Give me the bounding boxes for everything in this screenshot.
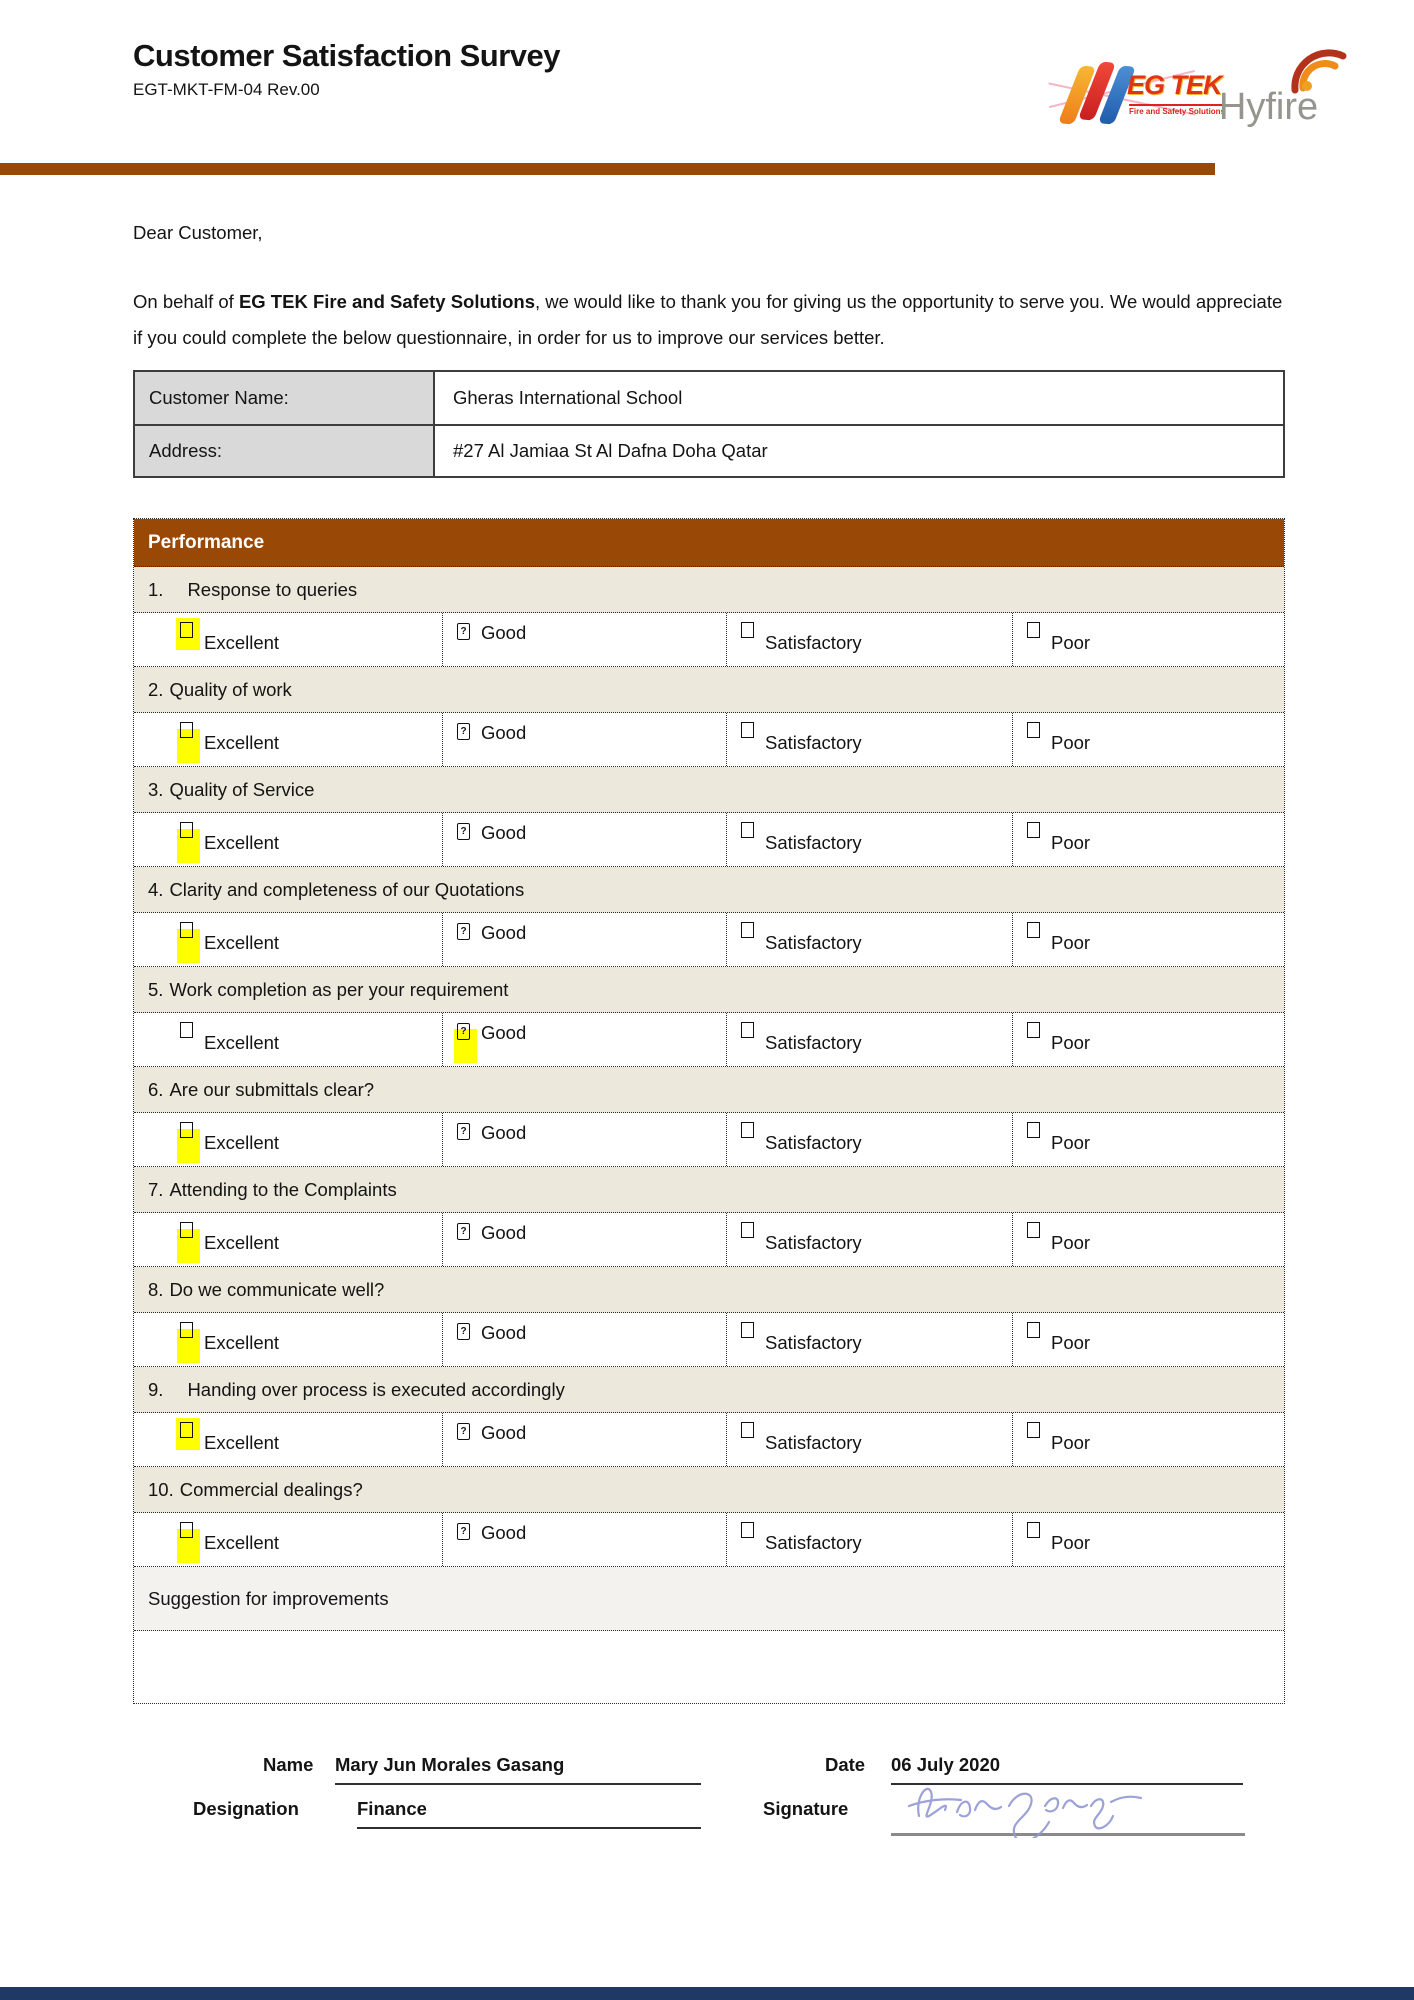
option-label: Satisfactory — [765, 1232, 862, 1254]
checkbox-glyph-good[interactable] — [457, 1020, 472, 1038]
option-label: Poor — [1051, 1232, 1091, 1254]
option-label: Good — [481, 822, 527, 844]
question-row — [134, 1367, 1284, 1413]
checkbox-satisfactory[interactable] — [741, 1420, 756, 1438]
address-field[interactable]: #27 Al Jamiaa St Al Dafna Doha Qatar — [453, 440, 768, 462]
customer-name-field[interactable]: Gheras International School — [453, 387, 683, 409]
name-label: Name — [263, 1754, 314, 1776]
option-label: Poor — [1051, 1432, 1091, 1454]
missing-glyph-icon: ? — [457, 623, 470, 640]
egtek-tagline: Fire and Safety Solutions — [1129, 104, 1225, 116]
option-cell-excellent — [134, 913, 442, 966]
option-label: Excellent — [204, 1132, 280, 1154]
designation-label: Designation — [193, 1798, 299, 1820]
question-text: Work completion as per your requirement — [169, 978, 509, 1000]
question-row — [134, 967, 1284, 1013]
checkbox-icon — [1027, 922, 1040, 938]
checkbox-excellent[interactable] — [180, 1420, 195, 1438]
question-text: Do we communicate well? — [169, 1278, 385, 1300]
question-row — [134, 1167, 1284, 1213]
checkbox-icon — [180, 1522, 193, 1538]
checkbox-icon — [1027, 1522, 1040, 1538]
question-text: Quality of work — [169, 678, 292, 700]
option-label: Poor — [1051, 632, 1091, 654]
checkbox-icon — [1027, 1022, 1040, 1038]
option-cell-satisfactory — [726, 1513, 1012, 1566]
checkbox-excellent[interactable] — [180, 1020, 195, 1038]
question-number: 3. — [148, 778, 164, 800]
intro-paragraph — [133, 284, 1293, 356]
option-cell-poor — [1012, 1113, 1284, 1166]
form-body — [133, 200, 1285, 1894]
option-label: Excellent — [204, 632, 280, 654]
question-row — [134, 567, 1284, 613]
checkbox-glyph-good[interactable] — [457, 720, 472, 738]
option-label: Excellent — [204, 1032, 280, 1054]
checkbox-poor[interactable] — [1027, 1020, 1042, 1038]
options-row — [134, 1413, 1284, 1467]
checkbox-icon — [741, 1522, 754, 1538]
missing-glyph-icon: ? — [457, 1223, 470, 1240]
checkbox-icon — [1027, 622, 1040, 638]
question-number: 7. — [148, 1178, 164, 1200]
checkbox-satisfactory[interactable] — [741, 720, 756, 738]
option-label: Good — [481, 1422, 527, 1444]
option-cell-poor — [1012, 1413, 1284, 1466]
option-cell-excellent — [134, 1213, 442, 1266]
missing-glyph-icon: ? — [457, 723, 470, 740]
question-number: 8. — [148, 1278, 164, 1300]
footer-bar — [0, 1987, 1414, 2000]
checkbox-icon — [741, 1022, 754, 1038]
option-label: Poor — [1051, 832, 1091, 854]
option-label: Satisfactory — [765, 1032, 862, 1054]
checkbox-icon — [741, 1422, 754, 1438]
checkbox-satisfactory[interactable] — [741, 1220, 756, 1238]
checkbox-poor[interactable] — [1027, 820, 1042, 838]
checkbox-satisfactory[interactable] — [741, 1020, 756, 1038]
checkbox-excellent[interactable] — [180, 920, 195, 938]
option-cell-satisfactory — [726, 813, 1012, 866]
option-label: Excellent — [204, 932, 280, 954]
checkbox-icon — [1027, 1322, 1040, 1338]
egtek-logo — [1055, 52, 1226, 134]
checkbox-satisfactory[interactable] — [741, 620, 756, 638]
option-cell-good — [442, 813, 726, 866]
question-text: Clarity and completeness of our Quotations — [169, 878, 525, 900]
option-cell-good — [442, 713, 726, 766]
checkbox-glyph-good[interactable] — [457, 1520, 472, 1538]
option-cell-excellent — [134, 613, 442, 666]
option-cell-poor — [1012, 613, 1284, 666]
checkbox-poor[interactable] — [1027, 1520, 1042, 1538]
date-label: Date — [825, 1754, 866, 1776]
missing-glyph-icon: ? — [457, 923, 470, 940]
option-label: Excellent — [204, 1432, 280, 1454]
option-label: Satisfactory — [765, 1432, 862, 1454]
checkbox-satisfactory[interactable] — [741, 920, 756, 938]
option-label: Good — [481, 1522, 527, 1544]
checkbox-icon — [180, 722, 193, 738]
option-label: Excellent — [204, 732, 280, 754]
header-logos — [1055, 48, 1365, 138]
option-label: Satisfactory — [765, 1332, 862, 1354]
option-cell-excellent — [134, 1513, 442, 1566]
missing-glyph-icon: ? — [457, 1023, 470, 1040]
question-row — [134, 1267, 1284, 1313]
option-label: Good — [481, 1022, 527, 1044]
option-label: Poor — [1051, 1332, 1091, 1354]
checkbox-excellent[interactable] — [180, 820, 195, 838]
option-cell-poor — [1012, 1313, 1284, 1366]
checkbox-glyph-good[interactable] — [457, 1220, 472, 1238]
checkbox-icon — [741, 822, 754, 838]
checkbox-poor[interactable] — [1027, 1420, 1042, 1438]
checkbox-glyph-good[interactable] — [457, 620, 472, 638]
options-row — [134, 1013, 1284, 1067]
suggestion-input[interactable] — [134, 1631, 1284, 1703]
option-label: Poor — [1051, 1132, 1091, 1154]
options-row — [134, 1213, 1284, 1267]
checkbox-icon — [1027, 1222, 1040, 1238]
option-label: Excellent — [204, 1232, 280, 1254]
intro-text-company: EG TEK Fire and Safety Solutions — [238, 291, 535, 312]
customer-info-table — [133, 370, 1285, 478]
checkbox-icon — [180, 622, 193, 638]
checkbox-satisfactory[interactable] — [741, 1520, 756, 1538]
missing-glyph-icon: ? — [457, 1323, 470, 1340]
checkbox-excellent[interactable] — [180, 1120, 195, 1138]
option-label: Satisfactory — [765, 1132, 862, 1154]
option-cell-excellent — [134, 1013, 442, 1066]
option-label: Excellent — [204, 832, 280, 854]
options-row — [134, 713, 1284, 767]
checkbox-icon — [1027, 822, 1040, 838]
missing-glyph-icon: ? — [457, 1123, 470, 1140]
option-label: Poor — [1051, 932, 1091, 954]
options-row — [134, 1513, 1284, 1567]
checkbox-glyph-good[interactable] — [457, 820, 472, 838]
checkbox-glyph-good[interactable] — [457, 1120, 472, 1138]
question-text: Handing over process is executed accordingly — [187, 1378, 565, 1400]
customer-name-label: Customer Name: — [135, 372, 435, 424]
checkbox-excellent[interactable] — [180, 620, 195, 638]
option-label: Poor — [1051, 732, 1091, 754]
signature-field[interactable] — [891, 1774, 1245, 1836]
option-cell-good — [442, 913, 726, 966]
checkbox-glyph-good[interactable] — [457, 1420, 472, 1438]
checkbox-excellent[interactable] — [180, 1520, 195, 1538]
checkbox-poor[interactable] — [1027, 920, 1042, 938]
signoff-block — [133, 1754, 1285, 1894]
option-label: Satisfactory — [765, 732, 862, 754]
option-cell-poor — [1012, 1013, 1284, 1066]
missing-glyph-icon: ? — [457, 823, 470, 840]
question-number: 1. — [148, 578, 164, 600]
question-number: 10. — [148, 1478, 174, 1500]
option-cell-satisfactory — [726, 713, 1012, 766]
checkbox-poor[interactable] — [1027, 1320, 1042, 1338]
option-label: Excellent — [204, 1332, 280, 1354]
question-number: 5. — [148, 978, 164, 1000]
checkbox-poor[interactable] — [1027, 720, 1042, 738]
option-cell-good — [442, 1313, 726, 1366]
name-field[interactable]: Mary Jun Morales Gasang — [335, 1754, 701, 1785]
checkbox-poor[interactable] — [1027, 1120, 1042, 1138]
missing-glyph-icon: ? — [457, 1423, 470, 1440]
performance-section-header: Performance — [134, 519, 1284, 567]
checkbox-satisfactory[interactable] — [741, 820, 756, 838]
checkbox-icon — [180, 1222, 193, 1238]
checkbox-excellent[interactable] — [180, 1220, 195, 1238]
customer-name-row — [135, 372, 1283, 424]
option-cell-satisfactory — [726, 1113, 1012, 1166]
checkbox-icon — [741, 1222, 754, 1238]
question-number: 4. — [148, 878, 164, 900]
option-cell-satisfactory — [726, 1413, 1012, 1466]
page-title: Customer Satisfaction Survey — [133, 38, 561, 73]
header-divider-bar — [0, 163, 1215, 175]
option-cell-good — [442, 613, 726, 666]
signature-label: Signature — [763, 1798, 849, 1820]
checkbox-icon — [1027, 1422, 1040, 1438]
options-row — [134, 1113, 1284, 1167]
option-label: Good — [481, 922, 527, 944]
checkbox-glyph-good[interactable] — [457, 920, 472, 938]
checkbox-satisfactory[interactable] — [741, 1320, 756, 1338]
intro-text-post: , we would like to thank you for giving us the opportunity to serve you. We would appreciate if you could complete the below questionnaire, in order for us to improve our services better. — [133, 291, 1283, 349]
option-label: Good — [481, 722, 527, 744]
question-text: Response to queries — [187, 578, 358, 600]
hyfire-logo — [1219, 48, 1365, 138]
checkbox-poor[interactable] — [1027, 1220, 1042, 1238]
option-label: Satisfactory — [765, 832, 862, 854]
checkbox-icon — [180, 1022, 193, 1038]
option-cell-poor — [1012, 913, 1284, 966]
option-label: Satisfactory — [765, 1532, 862, 1554]
option-label: Good — [481, 622, 527, 644]
suggestion-label: Suggestion for improvements — [134, 1567, 1284, 1631]
option-cell-satisfactory — [726, 913, 1012, 966]
intro-text-pre: On behalf of — [133, 291, 239, 312]
option-cell-excellent — [134, 1413, 442, 1466]
hyfire-wordmark: Hyfire — [1218, 86, 1319, 128]
checkbox-icon — [741, 922, 754, 938]
checkbox-icon — [180, 922, 193, 938]
checkbox-poor[interactable] — [1027, 620, 1042, 638]
question-text: Quality of Service — [169, 778, 315, 800]
date-field[interactable]: 06 July 2020 — [891, 1754, 1243, 1785]
question-row — [134, 1467, 1284, 1513]
address-label: Address: — [135, 426, 435, 476]
performance-table — [133, 518, 1285, 1704]
option-cell-poor — [1012, 1513, 1284, 1566]
checkbox-excellent[interactable] — [180, 1320, 195, 1338]
question-number: 9. — [148, 1378, 164, 1400]
question-row — [134, 867, 1284, 913]
checkbox-icon — [741, 622, 754, 638]
option-cell-excellent — [134, 1313, 442, 1366]
question-row — [134, 667, 1284, 713]
checkbox-icon — [741, 722, 754, 738]
option-cell-poor — [1012, 813, 1284, 866]
option-label: Excellent — [204, 1532, 280, 1554]
option-cell-good — [442, 1113, 726, 1166]
option-cell-excellent — [134, 813, 442, 866]
checkbox-satisfactory[interactable] — [741, 1120, 756, 1138]
checkbox-icon — [1027, 1122, 1040, 1138]
option-label: Satisfactory — [765, 932, 862, 954]
option-cell-poor — [1012, 1213, 1284, 1266]
survey-questions — [134, 567, 1284, 1567]
question-row — [134, 1067, 1284, 1113]
document-code: EGT-MKT-FM-04 Rev.00 — [133, 80, 320, 99]
egtek-wordmark: EG TEK — [1127, 70, 1222, 100]
question-text: Commercial dealings? — [179, 1478, 363, 1500]
checkbox-icon — [741, 1322, 754, 1338]
question-text: Attending to the Complaints — [169, 1178, 397, 1200]
option-cell-excellent — [134, 1113, 442, 1166]
missing-glyph-icon: ? — [457, 1523, 470, 1540]
option-cell-satisfactory — [726, 1213, 1012, 1266]
designation-field[interactable]: Finance — [357, 1798, 701, 1829]
option-label: Good — [481, 1322, 527, 1344]
option-cell-satisfactory — [726, 613, 1012, 666]
checkbox-icon — [180, 822, 193, 838]
checkbox-icon — [180, 1322, 193, 1338]
signature-icon — [905, 1776, 1205, 1838]
checkbox-icon — [1027, 722, 1040, 738]
question-text: Are our submittals clear? — [169, 1078, 375, 1100]
option-cell-good — [442, 1513, 726, 1566]
checkbox-icon — [180, 1422, 193, 1438]
options-row — [134, 913, 1284, 967]
option-cell-poor — [1012, 713, 1284, 766]
question-number: 6. — [148, 1078, 164, 1100]
options-row — [134, 613, 1284, 667]
option-cell-excellent — [134, 713, 442, 766]
option-label: Good — [481, 1222, 527, 1244]
checkbox-excellent[interactable] — [180, 720, 195, 738]
option-label: Poor — [1051, 1032, 1091, 1054]
option-cell-good — [442, 1213, 726, 1266]
option-label: Poor — [1051, 1532, 1091, 1554]
option-cell-satisfactory — [726, 1013, 1012, 1066]
checkbox-icon — [741, 1122, 754, 1138]
question-number: 2. — [148, 678, 164, 700]
options-row — [134, 1313, 1284, 1367]
option-cell-satisfactory — [726, 1313, 1012, 1366]
checkbox-icon — [180, 1122, 193, 1138]
options-row — [134, 813, 1284, 867]
option-cell-good — [442, 1013, 726, 1066]
salutation: Dear Customer, — [133, 222, 263, 243]
address-row — [135, 424, 1283, 476]
option-label: Satisfactory — [765, 632, 862, 654]
option-cell-good — [442, 1413, 726, 1466]
option-label: Good — [481, 1122, 527, 1144]
checkbox-glyph-good[interactable] — [457, 1320, 472, 1338]
question-row — [134, 767, 1284, 813]
